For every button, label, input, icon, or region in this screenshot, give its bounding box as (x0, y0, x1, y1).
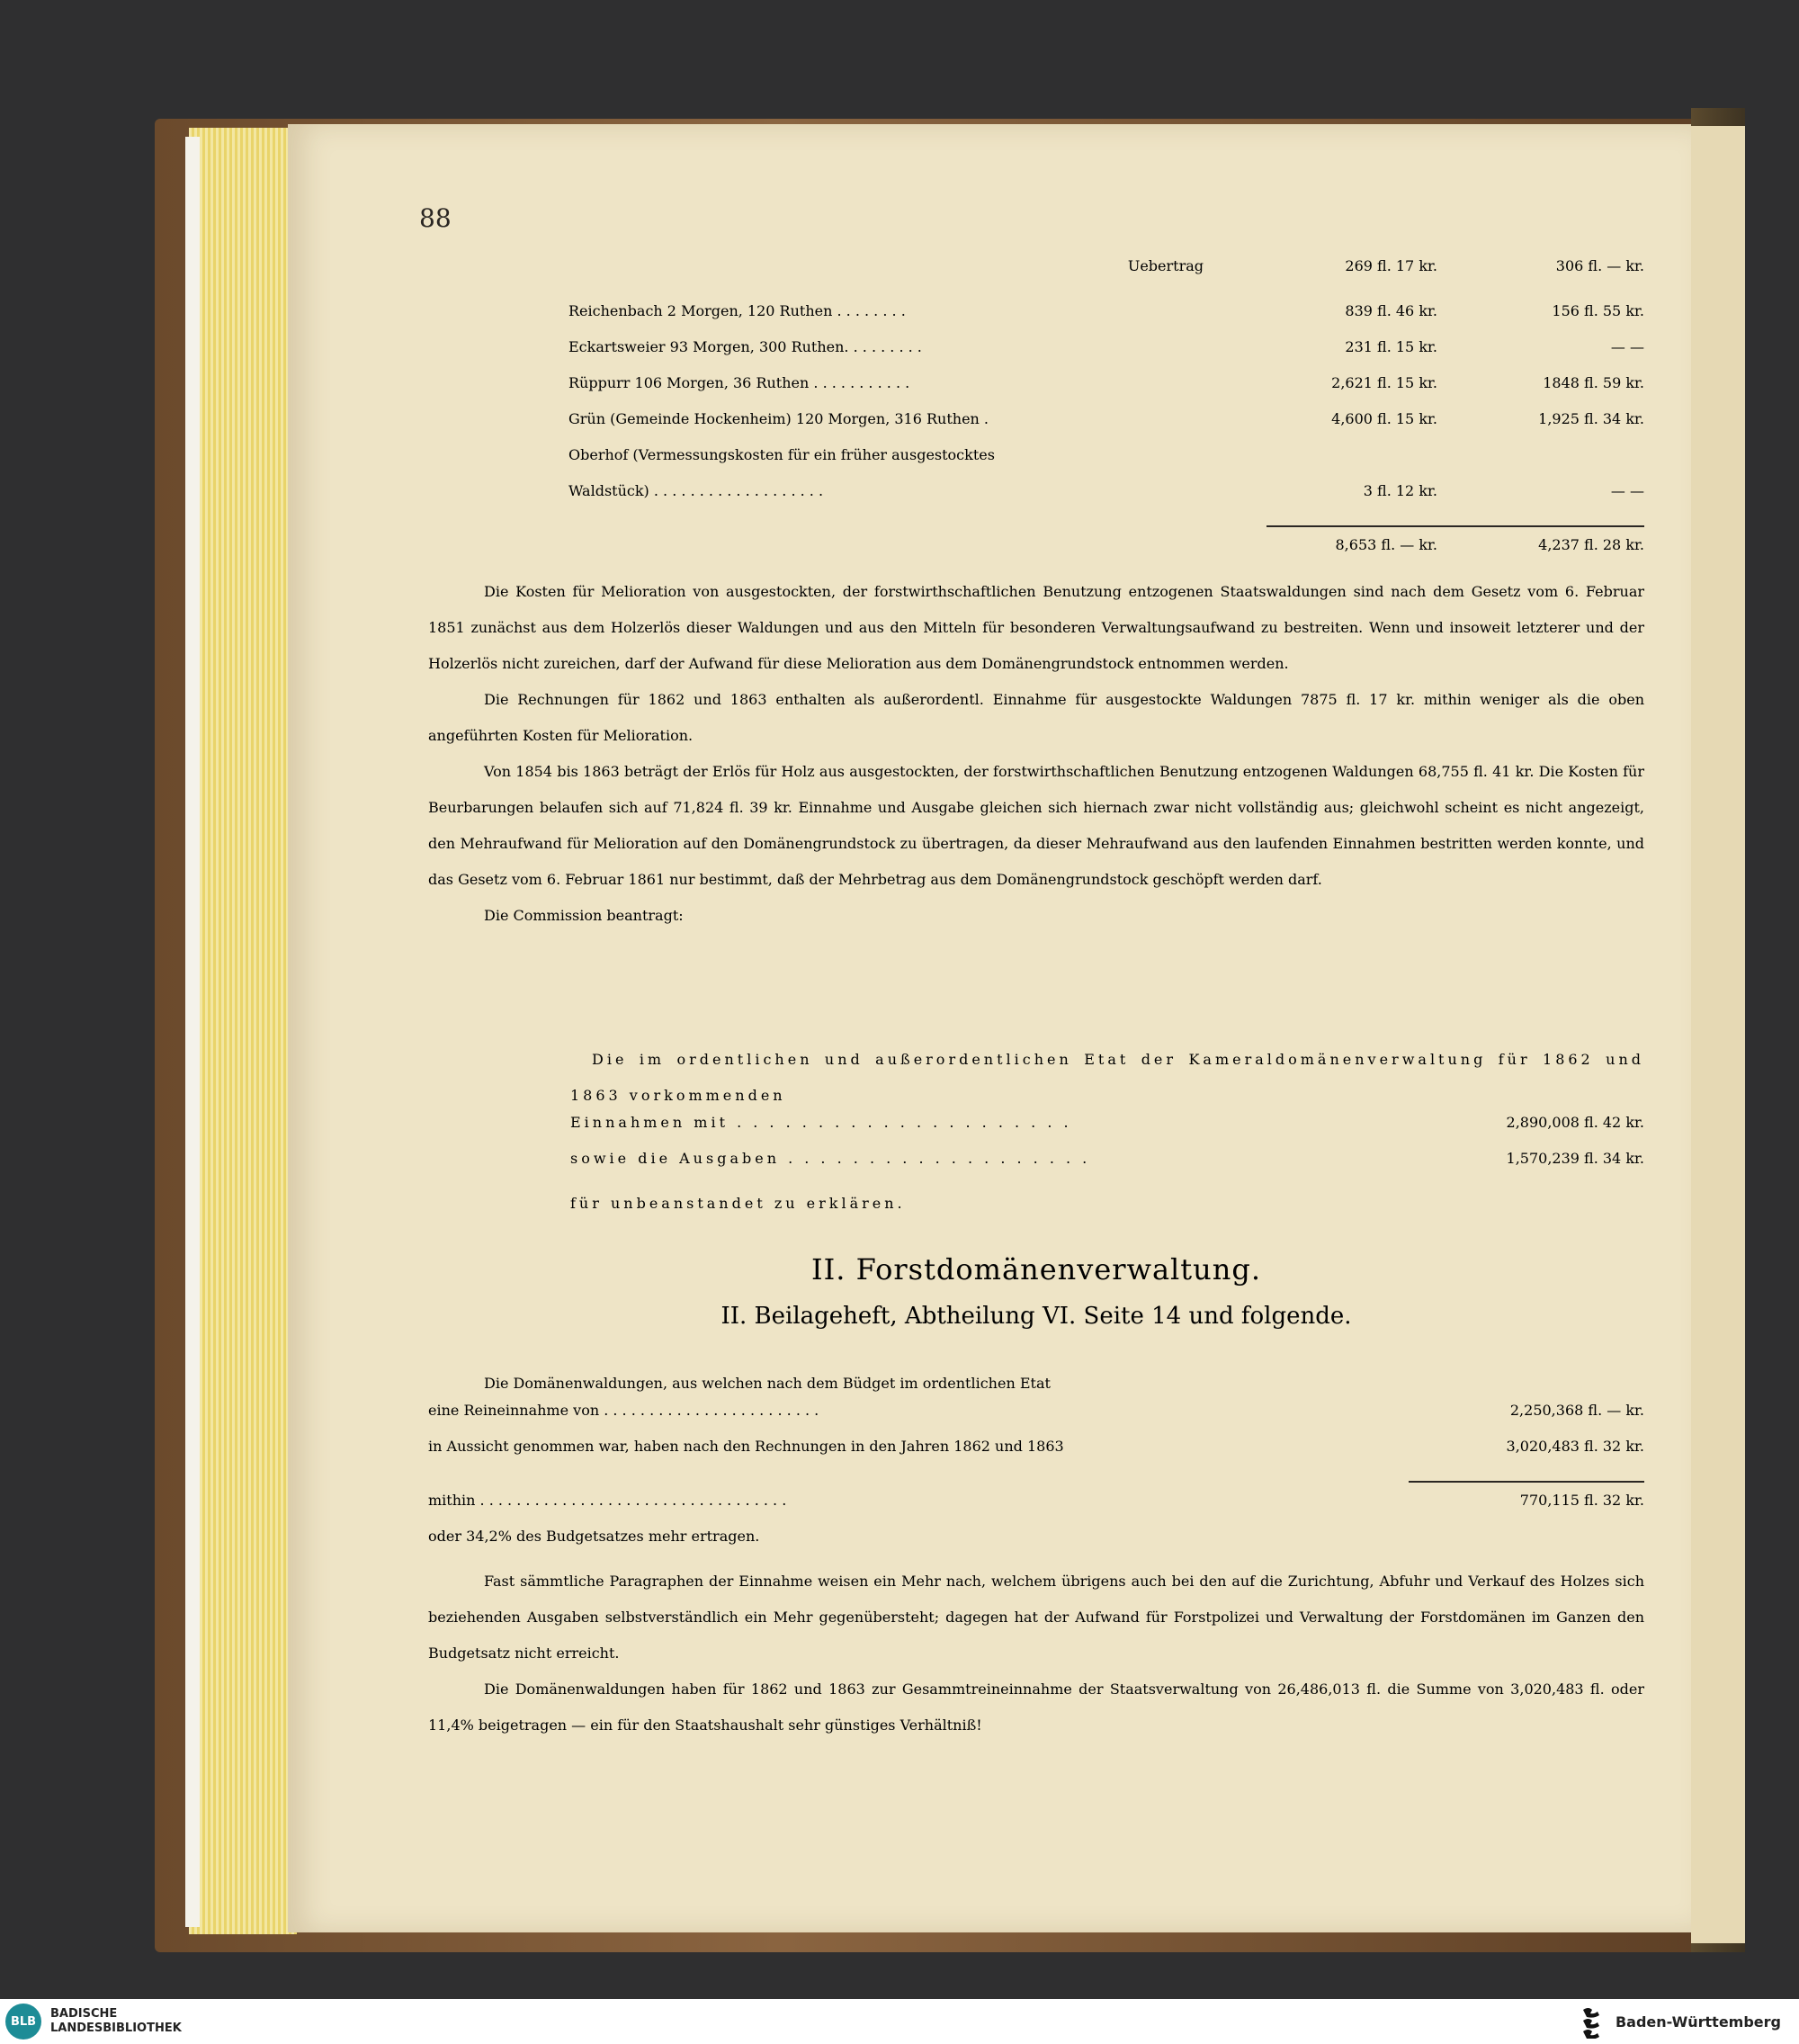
table-row (568, 410, 1644, 444)
table-row (568, 482, 1644, 516)
table-total-row (568, 536, 1644, 570)
paragraph: Die Rechnungen für 1862 und 1863 enthalten als außerordentl. Einnahme für ausgestockte Waldungen 7875 fl. 17 kr. mithin weniger als die oben angeführten Kosten für Melioration. (428, 691, 1644, 744)
forest-row (428, 1528, 1644, 1564)
carry-over-label: Uebertrag (1127, 257, 1204, 274)
section-subtitle: II. Beilageheft, Abtheilung VI. Seite 14 und folgende. (720, 1303, 1352, 1330)
paragraph: Fast sämmtliche Paragraphen der Einnahme weisen ein Mehr nach, welchem übrigens auch bei den auf die Zurichtung, Abfuhr und Verkauf des Holzes sich beziehenden Ausgaben selbstverständlich ein Mehr gegenübersteht; dagegen hat der Aufwand für Forstpolizei und Verwaltung der Forstdomänen im Ganzen den Budgetsatz nicht erreicht. (428, 1573, 1644, 1662)
closing-text (428, 1564, 1644, 1744)
forest-row (428, 1492, 1644, 1528)
body-text (428, 574, 1644, 934)
forest-row (428, 1438, 1644, 1474)
income-label: Einnahmen mit . . . . . . . . . . . . . . . . . . . . . (570, 1114, 1072, 1131)
commission-motion (570, 1042, 1644, 1222)
row-label: in Aussicht genommen war, haben nach den Rechnungen in den Jahren 1862 und 1863 (428, 1438, 1064, 1455)
paragraph: Die Domänenwaldungen haben für 1862 und 1863 zur Gesammtreineinnahme der Staatsverwaltung von 26,486,013 fl. die Summe von 3,020,483 fl. oder 11,4% beigetragen — ein für den Staatshaushalt sehr günstiges Verhältniß! (428, 1681, 1644, 1734)
row-label: Waldstück) . . . . . . . . . . . . . . . . . . . (568, 482, 824, 499)
row-value: 2,250,368 fl. — kr. (1509, 1402, 1644, 1419)
page-stack-edge (189, 128, 297, 1934)
blb-line-1: BADISCHE (50, 2007, 118, 2021)
forest-row (428, 1402, 1644, 1438)
paragraph: Die Domänenwaldungen, aus welchen nach dem Büdget im ordentlichen Etat (484, 1375, 1051, 1392)
paragraph: Die Kosten für Melioration von ausgestockten, der forstwirthschaftlichen Benutzung entzogenen Staatswaldungen sind nach dem Gesetz vom 6. Februar 1851 zunächst aus dem Holzerlös dieser Waldungen und aus den Mitteln für besonderen Verwaltungsaufwand zu bestreiten. Wenn und insoweit letzterer und der Holzerlös nicht zureichen, darf der Aufwand für diese Melioration aus dem Domänengrundstock entnommen werden. (428, 583, 1644, 672)
row-value-1: 2,621 fl. 15 kr. (1331, 374, 1437, 391)
commission-intro: Die Commission beantragt: (484, 907, 684, 924)
forest-intro (428, 1366, 1644, 1402)
table-carry-over-row (568, 257, 1644, 291)
row-label: Reichenbach 2 Morgen, 120 Ruthen . . . . . . . . (568, 302, 906, 319)
table-row (568, 338, 1644, 372)
row-label: oder 34,2% des Budgetsatzes mehr ertragen. (428, 1528, 760, 1545)
expense-value: 1,570,239 fl. 34 kr. (1506, 1150, 1644, 1167)
table-row (568, 374, 1644, 408)
footer-bar (0, 1999, 1799, 2044)
blb-logo[interactable] (5, 2004, 182, 2040)
table-row (568, 302, 1644, 336)
row-value-2: — — (1610, 482, 1644, 499)
row-label: eine Reineinnahme von . . . . . . . . . . . . . . . . . . . . . . . . (428, 1402, 819, 1419)
row-value-2: 1848 fl. 59 kr. (1543, 374, 1644, 391)
white-page-edge (185, 137, 200, 1927)
page-number: 88 (419, 203, 452, 233)
table-row (568, 446, 1644, 480)
row-value: 3,020,483 fl. 32 kr. (1506, 1438, 1644, 1455)
bw-logo[interactable] (1580, 2004, 1781, 2039)
row-value-1: 839 fl. 46 kr. (1345, 302, 1437, 319)
bw-label: Baden-Württemberg (1615, 2013, 1781, 2031)
total-value-2: 4,237 fl. 28 kr. (1538, 536, 1644, 553)
facing-page-edge (1691, 126, 1745, 1943)
row-value-1: 231 fl. 15 kr. (1345, 338, 1437, 355)
sum-rule (1409, 1481, 1644, 1483)
expense-label: sowie die Ausgaben . . . . . . . . . . . . . . . . . . . (570, 1150, 1091, 1167)
blb-line-2: LANDESBIBLIOTHEK (50, 2022, 182, 2035)
row-value-1: 4,600 fl. 15 kr. (1331, 410, 1437, 427)
row-value-1: 3 fl. 12 kr. (1363, 482, 1437, 499)
motion-income-line (570, 1114, 1644, 1150)
carry-over-value-1: 269 fl. 17 kr. (1345, 257, 1437, 274)
row-value: 770,115 fl. 32 kr. (1519, 1492, 1644, 1509)
carry-over-value-2: 306 fl. — kr. (1555, 257, 1644, 274)
row-value-2: 156 fl. 55 kr. (1552, 302, 1644, 319)
motion-closing: für unbeanstandet zu erklären. (570, 1195, 906, 1212)
row-value-2: — — (1610, 338, 1644, 355)
income-value: 2,890,008 fl. 42 kr. (1506, 1114, 1644, 1131)
sum-rule (1266, 525, 1644, 527)
row-label: mithin . . . . . . . . . . . . . . . . . . . . . . . . . . . . . . . . . . (428, 1492, 787, 1509)
section-title: II. Forstdomänenverwaltung. (811, 1252, 1261, 1286)
motion-text: Die im ordentlichen und außerordentlichen Etat der Kameraldomänenverwaltung für 1862 und 1863 vorkommenden (570, 1051, 1644, 1104)
row-value-2: 1,925 fl. 34 kr. (1538, 410, 1644, 427)
lions-icon (1580, 2004, 1607, 2039)
motion-expense-line (570, 1150, 1644, 1186)
paragraph: Von 1854 bis 1863 beträgt der Erlös für Holz aus ausgestockten, der forstwirthschaftlichen Benutzung entzogenen Waldungen 68,755 fl. 41 kr. Die Kosten für Beurbarungen belaufen sich auf 71,824 fl. 39 kr. Einnahme und Ausgabe gleichen sich hiernach zwar nicht vollständig aus; gleichwohl scheint es nicht angezeigt, den Mehraufwand für Melioration auf den Domänengrundstock zu übertragen, da dieser Mehraufwand aus den laufenden Einnahmen bestritten werden konnte, und das Gesetz vom 6. Februar 1861 nur bestimmt, daß der Mehrbetrag aus dem Domänengrundstock geschöpft werden darf. (428, 763, 1644, 888)
row-label: Eckartsweier 93 Morgen, 300 Ruthen. . . . . . . . . (568, 338, 922, 355)
row-label: Grün (Gemeinde Hockenheim) 120 Morgen, 316 Ruthen . (568, 410, 989, 427)
blb-badge-icon: BLB (5, 2004, 41, 2040)
total-value-1: 8,653 fl. — kr. (1335, 536, 1437, 553)
row-label: Rüppurr 106 Morgen, 36 Ruthen . . . . . . . . . . . (568, 374, 910, 391)
row-label: Oberhof (Vermessungskosten für ein früher ausgestocktes (568, 446, 995, 463)
